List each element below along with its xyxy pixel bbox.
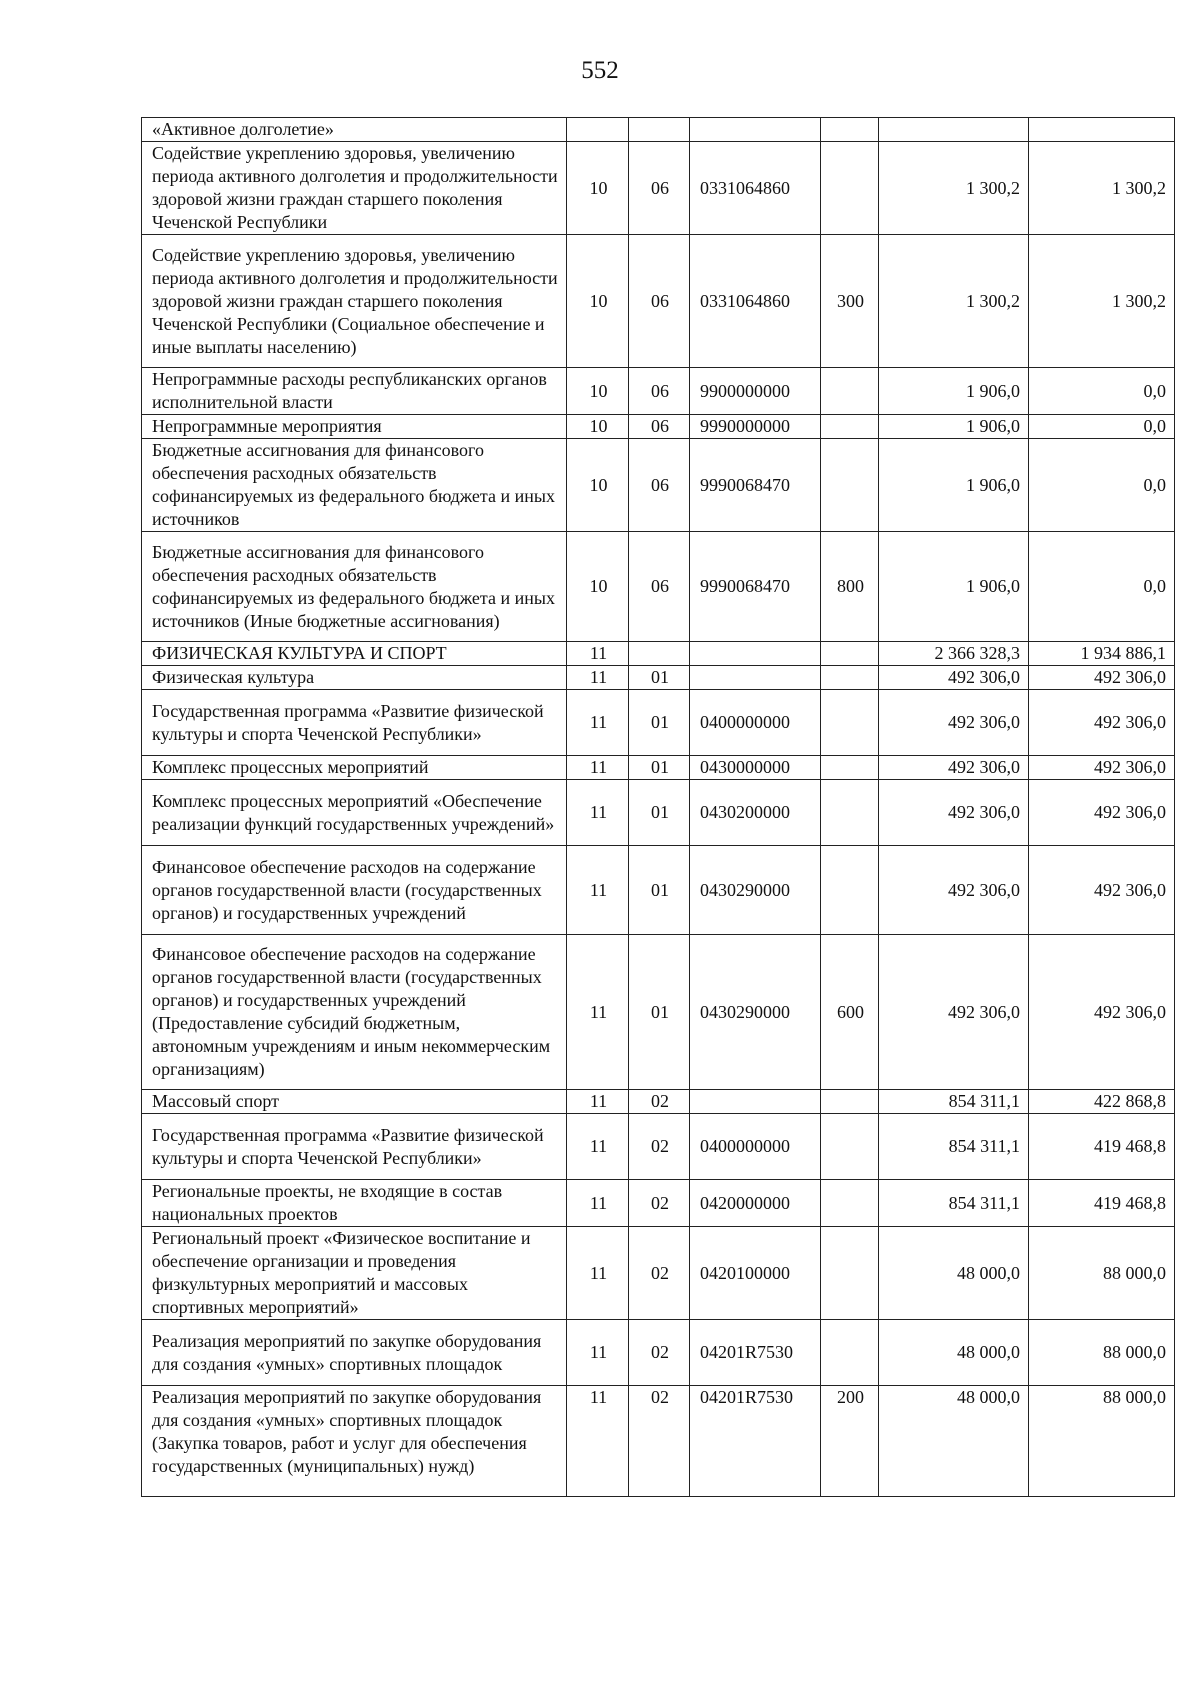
table-row: [142, 1090, 1175, 1114]
row-expense-type-cell: [821, 415, 879, 439]
row-subsection-cell: 06: [629, 235, 690, 368]
row-amount-2-cell: 0,0: [1029, 532, 1175, 642]
row-target-item-cell: 0430200000: [690, 780, 821, 846]
row-section-cell: 10: [567, 439, 629, 532]
row-section-cell: 11: [567, 846, 629, 935]
row-subsection-cell: 06: [629, 415, 690, 439]
table-row: [142, 142, 1175, 235]
row-name-cell: Комплекс процессных мероприятий: [142, 756, 567, 780]
row-section-cell: 11: [567, 1090, 629, 1114]
row-target-item-cell: 0430290000: [690, 846, 821, 935]
row-name-cell: Бюджетные ассигнования для финансового обеспечения расходных обязательств софинансируемых из федерального бюджета и иных источников: [142, 439, 567, 532]
row-subsection-cell: 02: [629, 1114, 690, 1180]
table-row: [142, 118, 1175, 142]
table-row: [142, 439, 1175, 532]
row-subsection-cell: 01: [629, 780, 690, 846]
row-section-cell: 10: [567, 368, 629, 415]
row-name-cell: Бюджетные ассигнования для финансового обеспечения расходных обязательств софинансируемых из федерального бюджета и иных источников (Иные бюджетные ассигнования): [142, 532, 567, 642]
row-expense-type-cell: 300: [821, 235, 879, 368]
row-expense-type-cell: [821, 1227, 879, 1320]
row-amount-2-cell: 1 300,2: [1029, 142, 1175, 235]
row-amount-2-cell: 0,0: [1029, 368, 1175, 415]
table-row: [142, 235, 1175, 368]
row-expense-type-cell: [821, 1180, 879, 1227]
row-target-item-cell: 04201R7530: [690, 1386, 821, 1497]
row-expense-type-cell: [821, 846, 879, 935]
row-target-item-cell: 9990068470: [690, 439, 821, 532]
row-amount-2-cell: 492 306,0: [1029, 780, 1175, 846]
row-amount-1-cell: 492 306,0: [879, 846, 1029, 935]
row-expense-type-cell: [821, 118, 879, 142]
row-name-cell: Содействие укреплению здоровья, увеличению периода активного долголетия и продолжительности здоровой жизни граждан старшего поколения Чеченской Республики (Социальное обеспечение и иные выплаты населению): [142, 235, 567, 368]
row-subsection-cell: 01: [629, 756, 690, 780]
row-amount-1-cell: 492 306,0: [879, 935, 1029, 1090]
row-section-cell: 11: [567, 1320, 629, 1386]
row-expense-type-cell: [821, 368, 879, 415]
row-amount-1-cell: 1 906,0: [879, 532, 1029, 642]
row-expense-type-cell: [821, 439, 879, 532]
row-name-cell: Финансовое обеспечение расходов на содержание органов государственной власти (государственных органов) и государственных учреждений (Предоставление субсидий бюджетным, автономным учреждениям и иным некоммерческим организациям): [142, 935, 567, 1090]
row-amount-1-cell: 492 306,0: [879, 690, 1029, 756]
row-section-cell: 10: [567, 142, 629, 235]
row-target-item-cell: [690, 118, 821, 142]
row-amount-1-cell: 492 306,0: [879, 780, 1029, 846]
row-target-item-cell: [690, 1090, 821, 1114]
row-section-cell: 11: [567, 756, 629, 780]
row-amount-2-cell: 0,0: [1029, 439, 1175, 532]
row-name-cell: Финансовое обеспечение расходов на содержание органов государственной власти (государственных органов) и государственных учреждений: [142, 846, 567, 935]
row-amount-2-cell: 88 000,0: [1029, 1386, 1175, 1497]
row-expense-type-cell: 200: [821, 1386, 879, 1497]
row-subsection-cell: 02: [629, 1090, 690, 1114]
row-amount-2-cell: 419 468,8: [1029, 1114, 1175, 1180]
table-row: [142, 846, 1175, 935]
row-target-item-cell: 9900000000: [690, 368, 821, 415]
table-row: [142, 1180, 1175, 1227]
row-section-cell: 10: [567, 235, 629, 368]
row-expense-type-cell: [821, 1114, 879, 1180]
row-amount-1-cell: [879, 118, 1029, 142]
row-name-cell: Массовый спорт: [142, 1090, 567, 1114]
row-amount-1-cell: 1 906,0: [879, 415, 1029, 439]
row-target-item-cell: 0430290000: [690, 935, 821, 1090]
row-section-cell: 11: [567, 1386, 629, 1497]
budget-table: [141, 117, 1175, 1497]
row-section-cell: 11: [567, 666, 629, 690]
table-row: [142, 666, 1175, 690]
row-amount-2-cell: 492 306,0: [1029, 666, 1175, 690]
row-subsection-cell: 06: [629, 532, 690, 642]
row-name-cell: Непрограммные мероприятия: [142, 415, 567, 439]
row-expense-type-cell: [821, 756, 879, 780]
table-row: [142, 642, 1175, 666]
budget-table-body: [142, 118, 1175, 1497]
row-amount-1-cell: 48 000,0: [879, 1227, 1029, 1320]
row-amount-1-cell: 854 311,1: [879, 1180, 1029, 1227]
row-target-item-cell: 0420100000: [690, 1227, 821, 1320]
row-section-cell: [567, 118, 629, 142]
row-section-cell: 10: [567, 532, 629, 642]
row-expense-type-cell: 800: [821, 532, 879, 642]
row-subsection-cell: 01: [629, 690, 690, 756]
row-amount-2-cell: 88 000,0: [1029, 1320, 1175, 1386]
row-amount-1-cell: 48 000,0: [879, 1320, 1029, 1386]
row-section-cell: 11: [567, 690, 629, 756]
row-amount-1-cell: 1 300,2: [879, 142, 1029, 235]
row-target-item-cell: 0331064860: [690, 235, 821, 368]
table-row: [142, 756, 1175, 780]
row-name-cell: Реализация мероприятий по закупке оборудования для создания «умных» спортивных площадок (Закупка товаров, работ и услуг для обеспечения государственных (муниципальных) нужд): [142, 1386, 567, 1497]
row-amount-2-cell: 492 306,0: [1029, 935, 1175, 1090]
row-name-cell: Содействие укреплению здоровья, увеличению периода активного долголетия и продолжительности здоровой жизни граждан старшего поколения Чеченской Республики: [142, 142, 567, 235]
row-expense-type-cell: [821, 142, 879, 235]
row-target-item-cell: 04201R7530: [690, 1320, 821, 1386]
table-row: [142, 690, 1175, 756]
row-subsection-cell: 06: [629, 439, 690, 532]
row-section-cell: 11: [567, 935, 629, 1090]
row-subsection-cell: 01: [629, 935, 690, 1090]
row-section-cell: 11: [567, 642, 629, 666]
row-target-item-cell: 0420000000: [690, 1180, 821, 1227]
table-row: [142, 1320, 1175, 1386]
row-subsection-cell: 02: [629, 1386, 690, 1497]
row-amount-1-cell: 1 300,2: [879, 235, 1029, 368]
row-subsection-cell: [629, 642, 690, 666]
row-section-cell: 11: [567, 1227, 629, 1320]
row-expense-type-cell: [821, 780, 879, 846]
row-section-cell: 11: [567, 780, 629, 846]
table-row: [142, 1227, 1175, 1320]
row-subsection-cell: 02: [629, 1180, 690, 1227]
row-section-cell: 11: [567, 1114, 629, 1180]
row-amount-1-cell: 492 306,0: [879, 756, 1029, 780]
row-amount-1-cell: 854 311,1: [879, 1114, 1029, 1180]
row-expense-type-cell: 600: [821, 935, 879, 1090]
row-target-item-cell: 0400000000: [690, 690, 821, 756]
table-row: [142, 415, 1175, 439]
row-subsection-cell: [629, 118, 690, 142]
row-amount-2-cell: 88 000,0: [1029, 1227, 1175, 1320]
row-name-cell: Государственная программа «Развитие физической культуры и спорта Чеченской Республики»: [142, 1114, 567, 1180]
row-name-cell: Реализация мероприятий по закупке оборудования для создания «умных» спортивных площадок: [142, 1320, 567, 1386]
table-row: [142, 368, 1175, 415]
row-subsection-cell: 06: [629, 142, 690, 235]
row-target-item-cell: 0400000000: [690, 1114, 821, 1180]
row-target-item-cell: 9990000000: [690, 415, 821, 439]
row-expense-type-cell: [821, 642, 879, 666]
row-amount-1-cell: 48 000,0: [879, 1386, 1029, 1497]
row-expense-type-cell: [821, 690, 879, 756]
row-section-cell: 10: [567, 415, 629, 439]
row-amount-2-cell: 422 868,8: [1029, 1090, 1175, 1114]
row-amount-2-cell: 1 934 886,1: [1029, 642, 1175, 666]
row-target-item-cell: 0430000000: [690, 756, 821, 780]
row-name-cell: Комплекс процессных мероприятий «Обеспечение реализации функций государственных учреждений»: [142, 780, 567, 846]
row-expense-type-cell: [821, 666, 879, 690]
row-amount-2-cell: 492 306,0: [1029, 846, 1175, 935]
row-target-item-cell: [690, 666, 821, 690]
table-row: [142, 1386, 1175, 1497]
row-amount-2-cell: 0,0: [1029, 415, 1175, 439]
row-amount-1-cell: 1 906,0: [879, 439, 1029, 532]
row-amount-2-cell: 492 306,0: [1029, 756, 1175, 780]
table-row: [142, 1114, 1175, 1180]
row-amount-2-cell: 492 306,0: [1029, 690, 1175, 756]
page-number: 552: [581, 57, 619, 84]
row-amount-1-cell: 1 906,0: [879, 368, 1029, 415]
row-amount-2-cell: 419 468,8: [1029, 1180, 1175, 1227]
table-row: [142, 780, 1175, 846]
row-name-cell: ФИЗИЧЕСКАЯ КУЛЬТУРА И СПОРТ: [142, 642, 567, 666]
row-section-cell: 11: [567, 1180, 629, 1227]
table-row: [142, 532, 1175, 642]
table-row: [142, 935, 1175, 1090]
row-name-cell: «Активное долголетие»: [142, 118, 567, 142]
row-amount-1-cell: 492 306,0: [879, 666, 1029, 690]
row-amount-1-cell: 854 311,1: [879, 1090, 1029, 1114]
row-subsection-cell: 02: [629, 1227, 690, 1320]
row-name-cell: Региональные проекты, не входящие в состав национальных проектов: [142, 1180, 567, 1227]
row-expense-type-cell: [821, 1090, 879, 1114]
row-amount-2-cell: 1 300,2: [1029, 235, 1175, 368]
row-name-cell: Непрограммные расходы республиканских органов исполнительной власти: [142, 368, 567, 415]
row-amount-1-cell: 2 366 328,3: [879, 642, 1029, 666]
row-name-cell: Физическая культура: [142, 666, 567, 690]
row-amount-2-cell: [1029, 118, 1175, 142]
row-subsection-cell: 01: [629, 666, 690, 690]
row-target-item-cell: 9990068470: [690, 532, 821, 642]
row-target-item-cell: [690, 642, 821, 666]
row-subsection-cell: 01: [629, 846, 690, 935]
row-subsection-cell: 06: [629, 368, 690, 415]
row-subsection-cell: 02: [629, 1320, 690, 1386]
row-name-cell: Региональный проект «Физическое воспитание и обеспечение организации и проведения физкультурных мероприятий и массовых спортивных мероприятий»: [142, 1227, 567, 1320]
row-name-cell: Государственная программа «Развитие физической культуры и спорта Чеченской Республики»: [142, 690, 567, 756]
row-expense-type-cell: [821, 1320, 879, 1386]
row-target-item-cell: 0331064860: [690, 142, 821, 235]
